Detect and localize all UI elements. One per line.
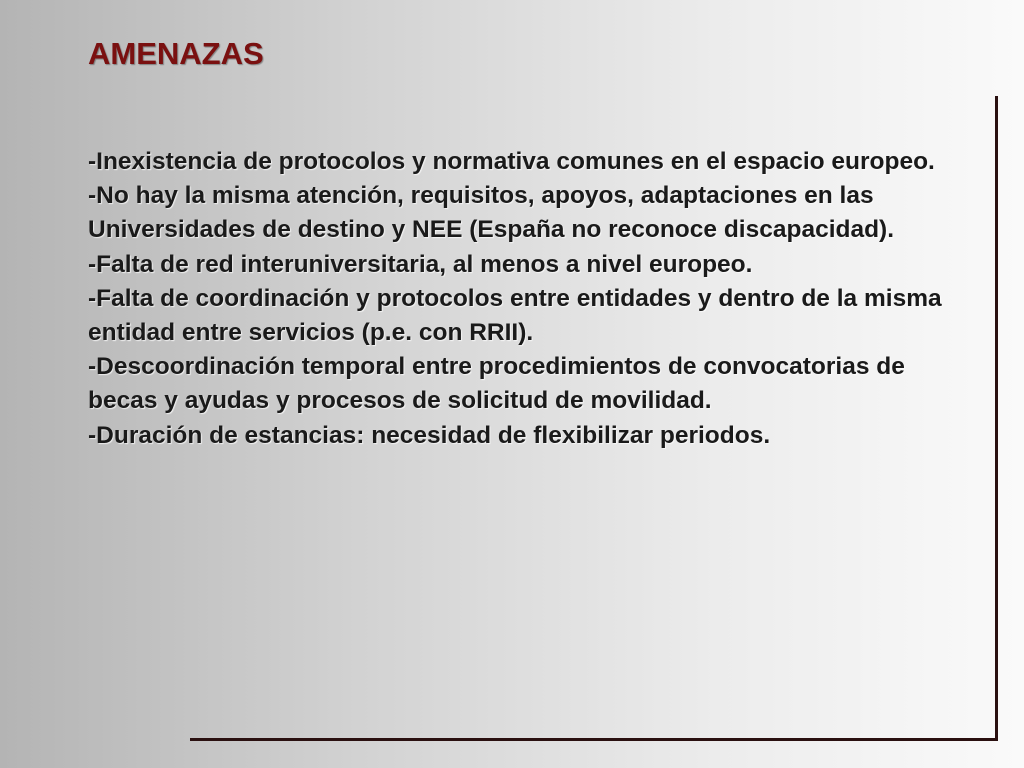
threat-item: -Falta de red interuniversitaria, al menos a nivel europeo. bbox=[88, 250, 753, 278]
frame-bottom-border bbox=[190, 738, 998, 741]
threat-item: -Duración de estancias: necesidad de flexibilizar periodos. bbox=[88, 421, 771, 449]
threat-item: -Inexistencia de protocolos y normativa comunes en el espacio europeo. bbox=[88, 148, 935, 175]
frame-right-border bbox=[995, 96, 998, 741]
threat-item: -Descoordinación temporal entre procedimientos de convocatorias de becas y ayudas y procesos de solicitud de movilidad. bbox=[88, 353, 905, 415]
threats-list bbox=[88, 145, 958, 453]
threat-item: -Falta de coordinación y protocolos entre entidades y dentro de la misma entidad entre servicios (p.e. con RRII). bbox=[88, 284, 942, 347]
slide-title: AMENAZAS bbox=[88, 36, 264, 71]
threat-item: -No hay la misma atención, requisitos, apoyos, adaptaciones en las Universidades de destino y NEE (España no reconoce discapacidad). bbox=[88, 182, 895, 244]
